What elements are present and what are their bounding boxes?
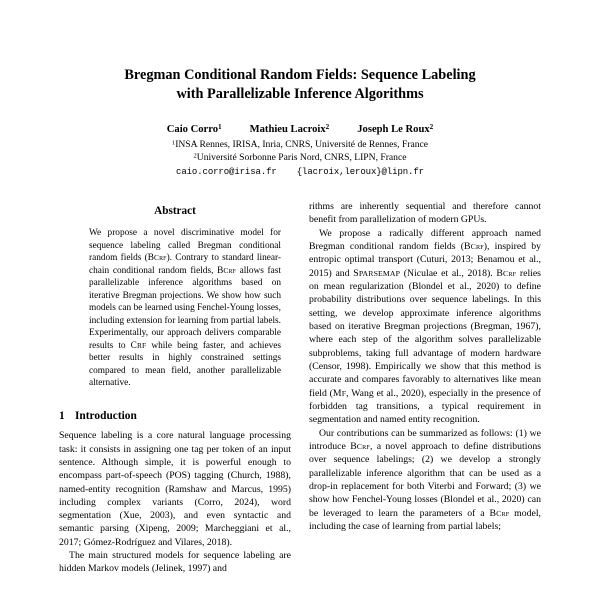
author-1-marker: 1 [218, 122, 222, 131]
paragraph-right-3: Our contributions can be summarized as follows: (1) we introduce BCRF, a novel approach to define distributions over sequence labelings; (2) we develop a strongly parallelizable inference algorithm that can be used as a drop-in replacement for both Viterbi and Forward; (3) we show how Fenchel-Young losses (Blondel et al., 2020) can be leveraged to learn the parameters of a BCRF model, including the case of learning from partial labels; [309, 427, 541, 532]
abstract-heading: Abstract [154, 205, 196, 217]
author-3-marker: 2 [429, 122, 434, 131]
author-2-name: Mathieu Lacroix [249, 124, 326, 135]
paragraph-intro-2: The main structured models for sequence labeling are hidden Markov models (Jelinek, 1997) and [59, 550, 291, 575]
author-2 [250, 123, 330, 136]
section-number: 1 [59, 409, 65, 422]
paragraph-right-2: We propose a radically different approach named Bregman conditional random fields (BCRF), inspired by entropic optimal transport (Cuturi, 2013; Benamou et al., 2015) and SPARSEMAP (Niculae et al., 2018). BCRF relies on mean regularization (Blondel et al., 2020) to define probability distributions over sequence labelings. In this setting, we develop approximate inference algorithms based on iterative Bregman projections (Bregman, 1967), where each step of the algorithm solves parallelizable subproblems, taking full advantage of modern hardware (Censor, 1998). Empirically we show that this method is accurate and compares favorably to alternatives like mean field (MF, Wang et al., 2020), especially in the presence of forbidden tag transitions, a typical requirement in segmentation and named entity recognition. [309, 227, 541, 426]
right-column [309, 200, 541, 600]
affiliation-2-text: Université Sorbonne Paris Nord, CNRS, LIPN, France [196, 151, 407, 163]
affiliation-2-marker: 2 [193, 151, 197, 159]
author-3 [357, 123, 433, 136]
page-title [85, 66, 515, 104]
paragraph-right-1: rithms are inherently sequential and therefore cannot benefit from parallelization of modern GPUs. [309, 201, 541, 226]
section-heading-introduction [59, 410, 291, 424]
title-block [0, 0, 600, 179]
author-1 [167, 123, 222, 136]
author-list [0, 123, 600, 136]
paragraph-intro-1: Sequence labeling is a core natural language processing task: it consists in assigning one tag per token of an input sentence. Although simple, it is powerful enough to encompass part-of-speech (POS) tagging (Church, 1988), named-entity recognition (Ramshaw and Marcus, 1995) including complex variants (Corro, 2024), word segmentation (Xue, 2003), and even syntactic and semantic parsing (Xipeng, 2009; Marcheggiani et al., 2017; Gómez-Rodríguez and Vilares, 2018). [59, 430, 291, 548]
email-2: {lacroix,leroux}@lipn.fr [296, 167, 424, 178]
author-1-name: Caio Corro [166, 124, 219, 135]
section-title: Introduction [75, 409, 137, 422]
affiliation-1-text: INSA Rennes, IRISA, Inria, CNRS, Université de Rennes, France [175, 139, 429, 151]
email-list [0, 167, 600, 179]
email-1: caio.corro@irisa.fr [176, 167, 277, 178]
abstract-body: We propose a novel discriminative model for sequence labeling called Bregman conditional random fields (BCRF). Contrary to standard linear-chain conditional random fields, BCRF allows fast parallelizable inference algorithms based on iterative Bregman projections. We show how such models can be learned using Fenchel-Young losses, including extension for learning from partial labels. Experimentally, our approach delivers comparable results to CRF while being faster, and achieves better results in highly constrained settings compared to mean field, another parallelizable alternative. [89, 228, 281, 388]
affiliation-1-marker: 1 [171, 139, 176, 147]
affiliation-list [0, 139, 600, 164]
title-line-2: with Parallelizable Inference Algorithms [176, 86, 424, 102]
author-2-marker: 2 [325, 122, 330, 131]
affiliation-2 [0, 152, 600, 164]
title-line-1: Bregman Conditional Random Fields: Sequence Labeling [124, 67, 476, 83]
affiliation-1 [0, 139, 600, 151]
body-columns [0, 200, 600, 600]
author-3-name: Joseph Le Roux [357, 124, 430, 135]
left-column [59, 200, 291, 600]
